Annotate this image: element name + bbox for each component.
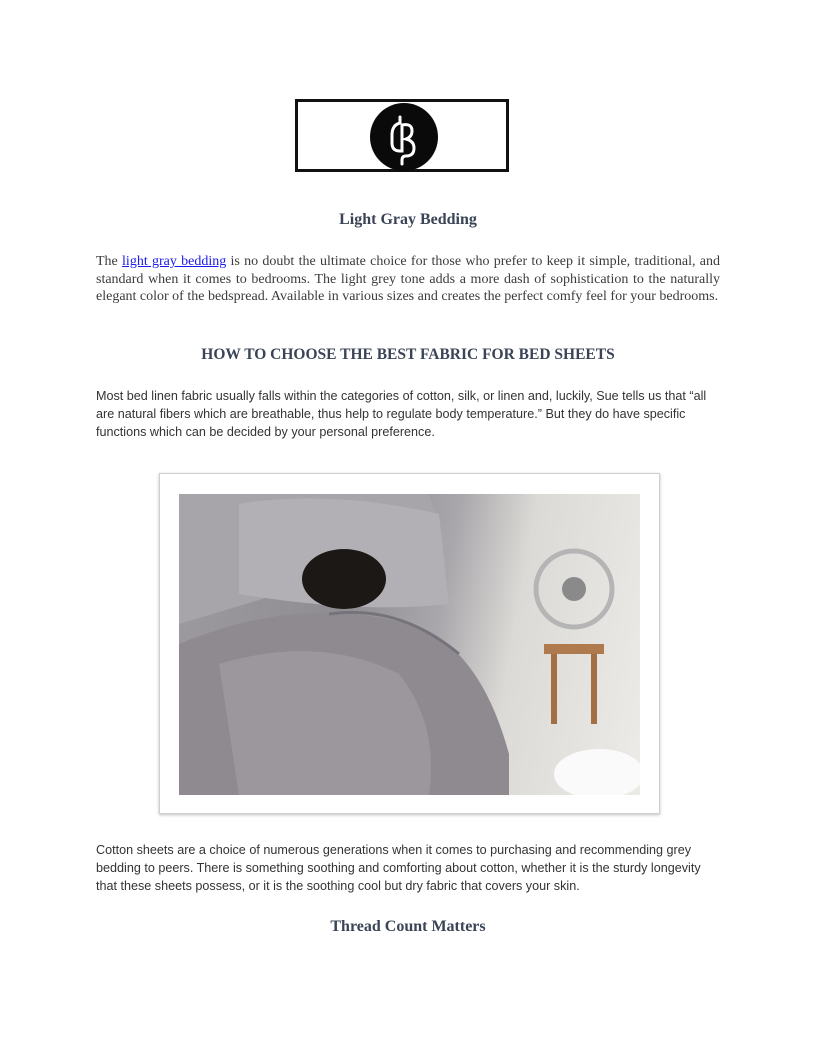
cotton-paragraph: Cotton sheets are a choice of numerous generations when it comes to purchasing and recommending grey bedding to peers. There is something soothing and comforting about cotton, whether it is the sturdy longevity that these sheets possess, or it is the soothing cool but dry fabric that covers your skin.: [96, 843, 701, 893]
section-title: Light Gray Bedding: [339, 211, 477, 228]
intro-paragraph: [96, 253, 720, 306]
intro-text: is no doubt the ultimate choice for those who prefer to keep it simple, traditional, and standard when it comes to bedrooms. The light grey tone adds a more dash of sophistication to the naturally elegant color of the bedspread. Available in various sizes and creates the perfect comfy feel for your bedrooms.: [96, 254, 720, 304]
fabric-heading: HOW TO CHOOSE THE BEST FABRIC FOR BED SHEETS: [201, 346, 615, 363]
photo-frame: [159, 473, 660, 814]
light-gray-bedding-link[interactable]: light gray bedding: [122, 254, 227, 269]
intro-text: The: [96, 254, 123, 269]
thread-count-heading: Thread Count Matters: [330, 918, 486, 935]
fabric-paragraph: Most bed linen fabric usually falls within the categories of cotton, silk, or linen and, luckily, Sue tells us that “all are natural fibers which are breathable, thus help to regulate body temperature.” But they do have specific functions which can be decided by your personal preference.: [96, 389, 707, 439]
logo-icon: [370, 103, 438, 171]
bedding-photo: [179, 494, 640, 795]
